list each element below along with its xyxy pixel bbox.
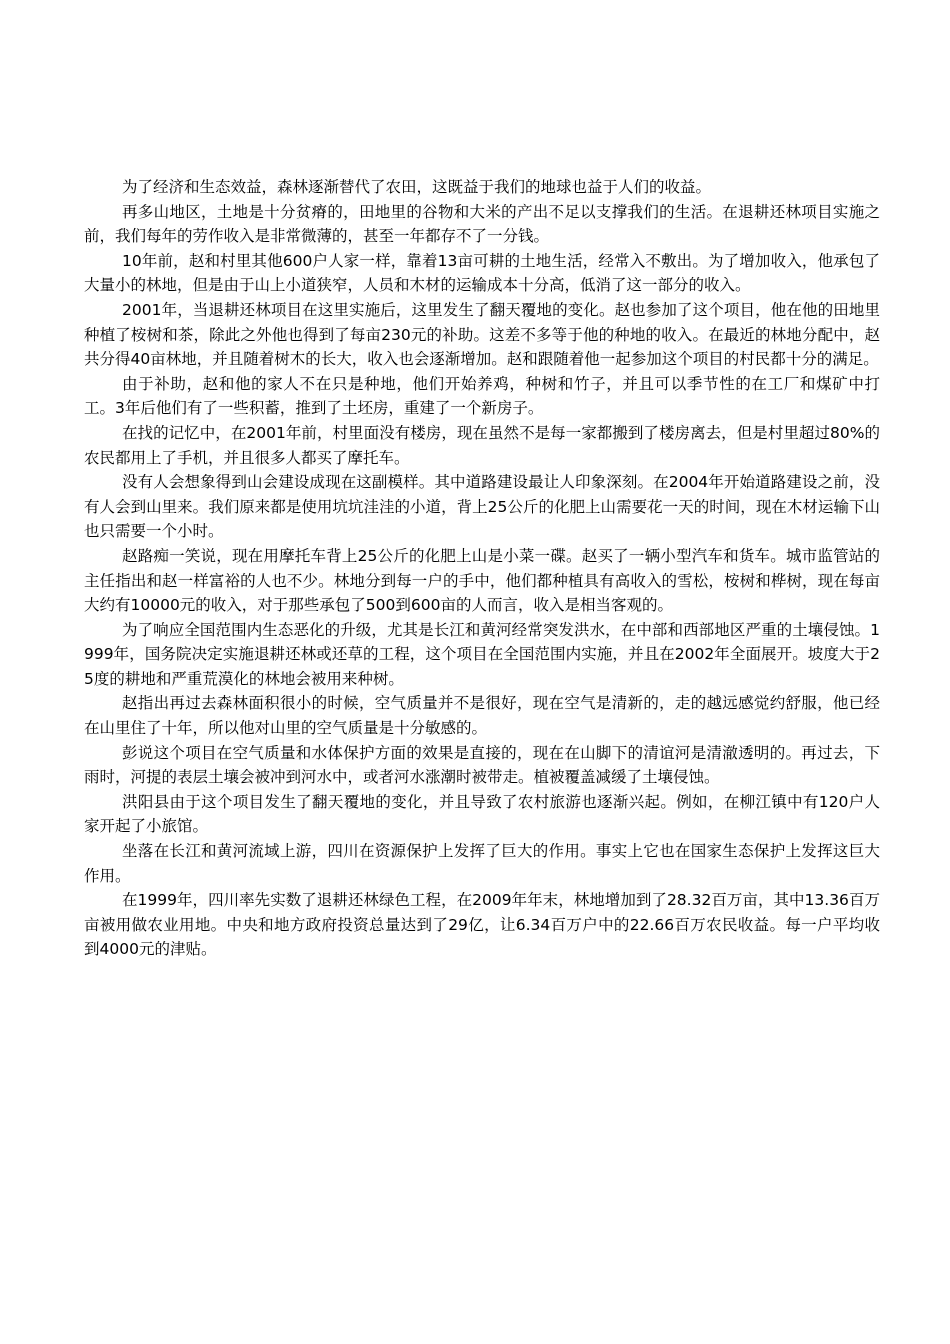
paragraph: 赵路痴一笑说，现在用摩托车背上25公斤的化肥上山是小菜一碟。赵买了一辆小型汽车和货车。城市监管站的主任指出和赵一样富裕的人也不少。林地分到每一户的手中，他们都种植具有高收入的雪松，桉树和桦树，现在每亩大约有10000元的收入，对于那些承包了500到600亩的人而言，收入是相当客观的。 bbox=[84, 546, 880, 615]
paragraph: 在1999年，四川率先实数了退耕还林绿色工程，在2009年年末，林地增加到了28.32百万亩，其中13.36百万亩被用做农业用地。中央和地方政府投资总量达到了29亿，让6.34百万户中的22.66百万农民收益。每一户平均收到4000元的津贴。 bbox=[84, 891, 880, 959]
paragraph: 2001年，当退耕还林项目在这里实施后，这里发生了翻天覆地的变化。赵也参加了这个项目，他在他的田地里种植了桉树和茶，除此之外他也得到了每亩230元的补助。这差不多等于他的种地的收入。在最近的林地分配中，赵共分得40亩林地，并且随着树木的长大，收入也会逐渐增加。赵和跟随着他一起参加这个项目的村民都十分的满足。 bbox=[84, 300, 880, 369]
paragraph: 没有人会想象得到山会建设成现在这副模样。其中道路建设最让人印象深刻。在2004年开始道路建设之前，没有人会到山里来。我们原来都是使用坑坑洼洼的小道，背上25公斤的化肥上山需要花一天的时间，现在木材运输下山也只需要一个小时。 bbox=[84, 473, 880, 541]
paragraph: 彭说这个项目在空气质量和水体保护方面的效果是直接的，现在在山脚下的清谊河是清澈透明的。再过去，下雨时，河提的表层土壤会被冲到河水中，或者河水涨潮时被带走。植被覆盖减缓了土壤侵蚀。 bbox=[84, 743, 880, 787]
paragraph: 在找的记忆中，在2001年前，村里面没有楼房，现在虽然不是每一家都搬到了楼房离去，但是村里超过80%的农民都用上了手机，并且很多人都买了摩托车。 bbox=[84, 423, 880, 467]
paragraph: 洪阳县由于这个项目发生了翻天覆地的变化，并且导致了农村旅游也逐渐兴起。例如，在柳江镇中有120户人家开起了小旅馆。 bbox=[84, 792, 880, 836]
document-body bbox=[84, 175, 880, 962]
paragraph: 再多山地区，土地是十分贫瘠的，田地里的谷物和大米的产出不足以支撑我们的生活。在退耕还林项目实施之前，我们每年的劳作收入是非常微薄的，甚至一年都存不了一分钱。 bbox=[84, 202, 880, 246]
paragraph: 为了经济和生态效益，森林逐渐替代了农田，这既益于我们的地球也益于人们的收益。 bbox=[122, 178, 712, 196]
paragraph: 由于补助，赵和他的家人不在只是种地，他们开始养鸡，种树和竹子，并且可以季节性的在工厂和煤矿中打工。3年后他们有了一些积蓄，推到了土坯房，重建了一个新房子。 bbox=[84, 374, 880, 418]
paragraph: 10年前，赵和村里其他600户人家一样，靠着13亩可耕的土地生活，经常入不敷出。为了增加收入，他承包了大量小的林地，但是由于山上小道狭窄，人员和木材的运输成本十分高，低消了这一部分的收入。 bbox=[84, 251, 880, 295]
paragraph: 坐落在长江和黄河流域上游，四川在资源保护上发挥了巨大的作用。事实上它也在国家生态保护上发挥这巨大作用。 bbox=[84, 842, 880, 885]
paragraph: 赵指出再过去森林面积很小的时候，空气质量并不是很好，现在空气是清新的，走的越远感觉约舒服，他已经在山里住了十年，所以他对山里的空气质量是十分敏感的。 bbox=[84, 694, 880, 738]
paragraph: 为了响应全国范围内生态恶化的升级，尤其是长江和黄河经常突发洪水，在中部和西部地区严重的土壤侵蚀。1999年，国务院决定实施退耕还林或还草的工程，这个项目在全国范围内实施，并且在2002年全面展开。坡度大于25度的耕地和严重荒漠化的林地会被用来种树。 bbox=[84, 620, 880, 688]
